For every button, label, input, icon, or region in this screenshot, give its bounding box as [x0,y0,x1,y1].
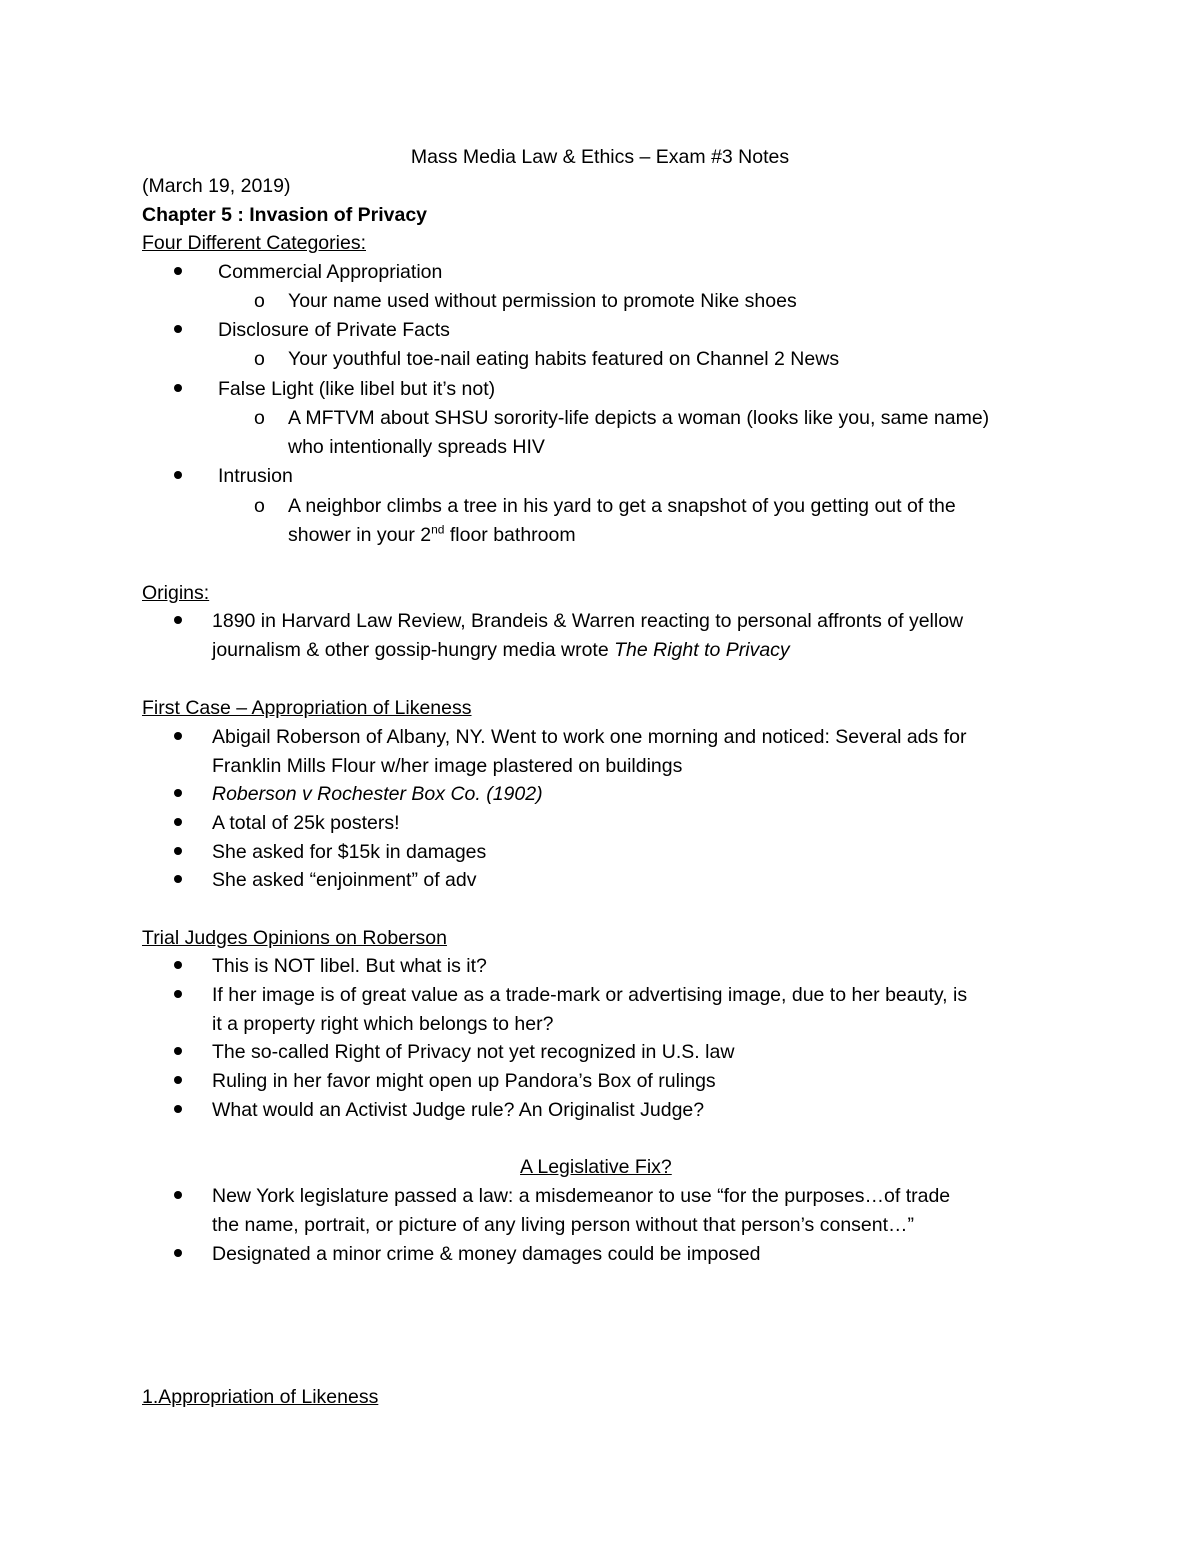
bullet-icon [174,954,182,978]
trial-bullet: What would an Activist Judge rule? An Originalist Judge? [212,1099,705,1121]
category-item: False Light (like libel but it’s not) [218,378,496,400]
case-bullet: Abigail Roberson of Albany, NY. Went to work one morning and noticed: Several ads for [212,726,967,748]
category-example: Your youthful toe-nail eating habits featured on Channel 2 News [288,348,840,370]
bullet-icon [174,318,182,342]
category-example: A neighbor climbs a tree in his yard to get a snapshot of you getting out of the [288,495,956,517]
bullet-icon [174,377,182,401]
bullet-icon [174,782,182,806]
bullet-icon [174,725,182,749]
case-citation: Roberson v Rochester Box Co. (1902) [212,783,543,805]
bullet-icon [174,609,182,633]
category-item: Intrusion [218,465,293,487]
bullet-icon [174,983,182,1007]
sub-bullet-icon: o [254,290,265,312]
trial-bullet: Ruling in her favor might open up Pandora’s Box of rulings [212,1070,716,1092]
category-example-cont: who intentionally spreads HIV [288,436,545,458]
trial-bullet: This is NOT libel. But what is it? [212,955,487,977]
bullet-icon [174,1242,182,1266]
chapter-heading: Chapter 5 : Invasion of Privacy [142,204,428,226]
category-example: Your name used without permission to promote Nike shoes [288,290,797,312]
trial-bullet: The so-called Right of Privacy not yet recognized in U.S. law [212,1041,735,1063]
section-heading: 1.Appropriation of Likeness [142,1386,379,1408]
legislative-bullet-cont: the name, portrait, or picture of any living person without that person’s consent…” [212,1214,915,1236]
trial-heading: Trial Judges Opinions on Roberson [142,927,447,949]
bullet-icon [174,811,182,835]
case-bullet-cont: Franklin Mills Flour w/her image plastered on buildings [212,755,683,777]
date-line: (March 19, 2019) [142,175,291,197]
origins-text: 1890 in Harvard Law Review, Brandeis & Warren reacting to personal affronts of yellow [212,610,964,632]
case-bullet: She asked “enjoinment” of adv [212,869,477,891]
legislative-heading: A Legislative Fix? [520,1156,672,1178]
case-bullet: A total of 25k posters! [212,812,400,834]
first-case-heading: First Case – Appropriation of Likeness [142,697,472,719]
category-example: A MFTVM about SHSU sorority-life depicts a woman (looks like you, same name) [288,407,990,429]
bullet-icon [174,1069,182,1093]
sub-bullet-icon: o [254,495,265,517]
bullet-icon [174,260,182,284]
sub-bullet-icon: o [254,407,265,429]
origins-text-cont: journalism & other gossip-hungry media wrote The Right to Privacy [212,639,790,661]
legislative-bullet: New York legislature passed a law: a misdemeanor to use “for the purposes…of trade [212,1185,951,1207]
category-item: Disclosure of Private Facts [218,319,450,341]
category-example-cont: shower in your 2nd floor bathroom [288,522,576,546]
bullet-icon [174,868,182,892]
bullet-icon [174,840,182,864]
origins-heading: Origins: [142,582,210,604]
page-title: Mass Media Law & Ethics – Exam #3 Notes [410,146,790,168]
sub-bullet-icon: o [254,348,265,370]
bullet-icon [174,1040,182,1064]
legislative-bullet: Designated a minor crime & money damages could be imposed [212,1243,761,1265]
case-bullet: She asked for $15k in damages [212,841,487,863]
bullet-icon [174,1184,182,1208]
category-item: Commercial Appropriation [218,261,443,283]
categories-heading: Four Different Categories: [142,232,366,254]
bullet-icon [174,1098,182,1122]
bullet-icon [174,464,182,488]
trial-bullet-cont: it a property right which belongs to her? [212,1013,554,1035]
trial-bullet: If her image is of great value as a trade-mark or advertising image, due to her beauty, is [212,984,968,1006]
